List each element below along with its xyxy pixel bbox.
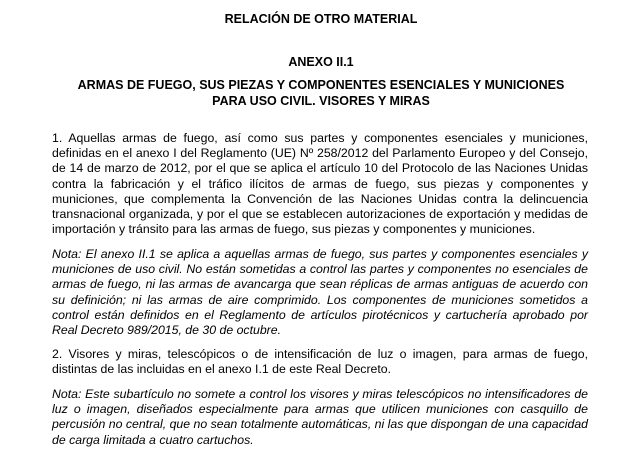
note-2: Nota: Este subartículo no somete a control los visores y miras telescópicos no intensificadores de luz o imagen, diseñados especialmente para armas que utilicen municiones con casquillo de percusión no central, que no sean totalmente automáticas, ni las que dispongan de una capacidad de carga limitada a cuatro cartuchos. xyxy=(52,387,588,447)
paragraph-2: 2. Visores y miras, telescópicos o de intensificación de luz o imagen, para armas de fuego, distintas de las incluidas en el anexo I.1 de este Real Decreto. xyxy=(52,347,588,377)
annex-heading: ARMAS DE FUEGO, SUS PIEZAS Y COMPONENTES ESENCIALES Y MUNICIONES PARA USO CIVIL. VISORES Y MIRAS xyxy=(77,78,565,108)
note-1: Nota: El anexo II.1 se aplica a aquellas armas de fuego, sus partes y componentes esenciales y municiones de uso civil. No están sometidas a control las partes y componentes no esenciales de armas de fuego, ni las armas de avancarga que sean réplicas de armas antiguas de acuerdo con su definición; ni las armas de aire comprimido. Los componentes de municiones sometidos a control están definidos en el Reglamento de artículos pirotécnicos y cartuchería aprobado por Real Decreto 989/2015, de 30 de octubre. xyxy=(52,247,588,338)
paragraph-1: 1. Aquellas armas de fuego, así como sus partes y componentes esenciales y municiones, definidas en el anexo I del Reglamento (UE) Nº 258/2012 del Parlamento Europeo y del Consejo, de 14 de marzo de 2012, por el que se aplica el artículo 10 del Protocolo de las Naciones Unidas contra la fabricación y el tráfico ilícitos de armas de fuego, sus piezas y componentes y municiones, que complementa la Convención de las Naciones Unidas contra la delincuencia transnacional organizada, y por el que se establecen autorizaciones de exportación y medidas de importación y tránsito para las armas de fuego, sus piezas y componentes y municiones. xyxy=(52,131,588,237)
section-title: RELACIÓN DE OTRO MATERIAL xyxy=(224,12,418,26)
annex-title: ANEXO II.1 xyxy=(288,55,354,69)
